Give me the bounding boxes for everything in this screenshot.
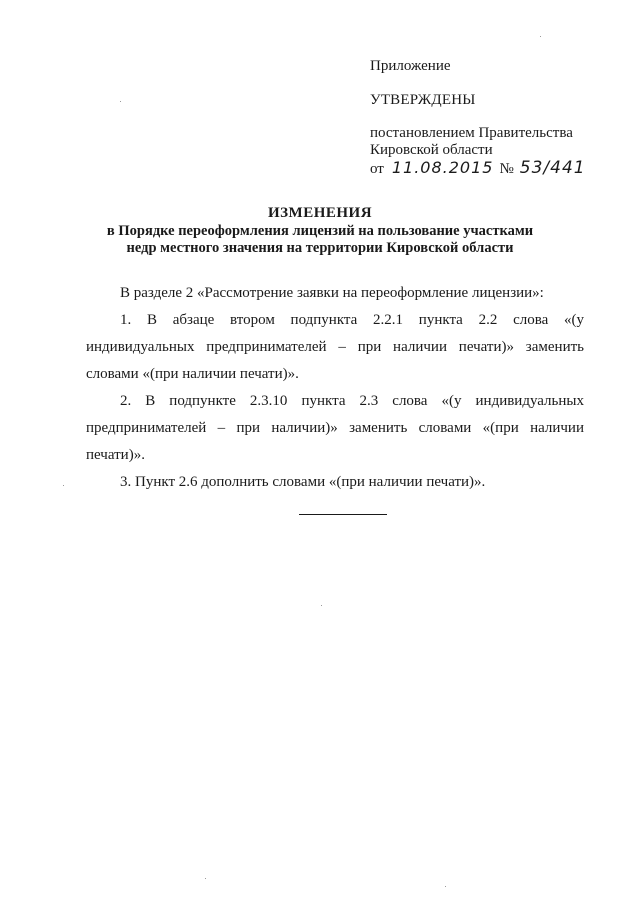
item-3-paragraph: 3. Пункт 2.6 дополнить словами «(при наличии печати)».	[120, 474, 486, 490]
date-number-line	[370, 159, 610, 178]
number-sign: №	[499, 161, 514, 177]
title-heading: ИЗМЕНЕНИЯ	[267, 205, 373, 221]
scan-speck	[445, 886, 446, 887]
scan-speck	[321, 605, 322, 606]
resolution-line: постановлением Правительства	[370, 125, 573, 141]
scan-speck	[205, 878, 206, 879]
title-line-1: в Порядке переоформления лицензий на пользование участками	[106, 223, 534, 239]
document-title	[0, 205, 640, 257]
item-1-paragraph: 1. В абзаце втором подпункта 2.2.1 пункта 2.2 слова «(у индивидуальных предпринимателей – при наличии печати)» заменить словами «(при наличии печати)».	[86, 312, 584, 382]
approval-block	[370, 58, 610, 178]
approved-label: УТВЕРЖДЕНЫ	[370, 92, 476, 108]
handwritten-date: 11.08.2015	[391, 158, 494, 177]
handwritten-number: 53/441	[519, 158, 586, 178]
region-line: Кировской области	[370, 142, 493, 158]
scan-speck	[540, 36, 541, 37]
scan-speck	[120, 101, 121, 102]
appendix-label: Приложение	[370, 58, 451, 74]
document-body	[86, 280, 584, 496]
date-prefix: от	[370, 161, 384, 177]
end-separator-line	[299, 514, 387, 515]
scan-speck	[63, 485, 64, 486]
intro-paragraph: В разделе 2 «Рассмотрение заявки на переоформление лицензии»:	[120, 285, 544, 301]
item-2-paragraph: 2. В подпункте 2.3.10 пункта 2.3 слова «(у индивидуальных предпринимателей – при наличии)» заменить словами «(при наличии печати)».	[86, 393, 584, 463]
title-line-2: недр местного значения на территории Кировской области	[126, 240, 514, 256]
